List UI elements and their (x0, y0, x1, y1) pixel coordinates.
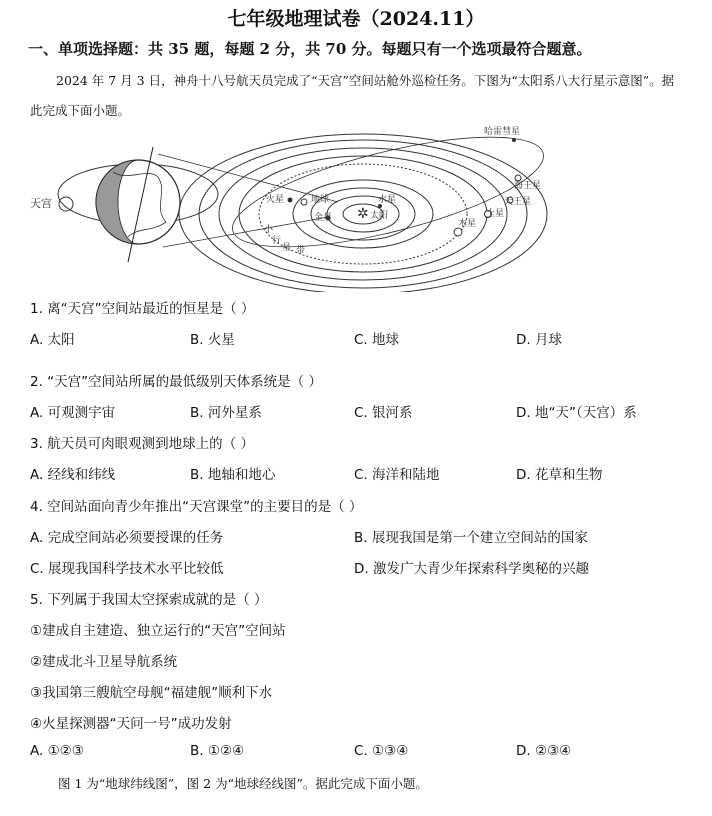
mercury-label: 水星 (378, 195, 397, 205)
q2-option-b[interactable]: B. 河外星系 (190, 405, 262, 421)
mars-label: 火星 (266, 195, 285, 205)
asteroid-label-4: 带 (296, 246, 306, 256)
mars (288, 198, 293, 203)
saturn-label: 土星 (486, 209, 505, 219)
q3-option-c[interactable]: C. 海洋和陆地 (354, 467, 440, 483)
asteroid-label-2: 行 (272, 236, 282, 246)
q1-option-a[interactable]: A. 太阳 (30, 332, 75, 348)
section-heading: 一、单项选择题：共 35 题，每题 2 分，共 70 分。每题只有一个选项最符合题意。 (28, 40, 592, 58)
question-2-stem: 2. “天宫”空间站所属的最低级别天体系统是（ ） (30, 374, 322, 390)
solar-system-figure (28, 122, 558, 292)
jupiter-label: 木星 (458, 219, 477, 229)
jupiter (454, 228, 462, 236)
next-figure-note: 图 1 为“地球纬线图”，图 2 为“地球经线图”。据此完成下面小题。 (58, 776, 428, 791)
q1-option-b[interactable]: B. 火星 (190, 332, 235, 348)
question-3-stem: 3. 航天员可肉眼观测到地球上的（ ） (30, 436, 254, 452)
q5-item-4: ④火星探测器“天问一号”成功发射 (30, 716, 232, 732)
uranus-label: 天王星 (504, 197, 532, 207)
venus-label: 金星 (314, 213, 333, 223)
earth-globe (96, 147, 180, 262)
q5-option-d[interactable]: D. ②③④ (516, 743, 572, 759)
exam-title: 七年级地理试卷（2024.11） (227, 8, 485, 30)
question-5-stem: 5. 下列属于我国太空探索成就的是（ ） (30, 592, 268, 608)
q5-item-2: ②建成北斗卫星导航系统 (30, 654, 178, 670)
q3-option-b[interactable]: B. 地轴和地心 (190, 467, 276, 483)
q5-item-1: ①建成自主建造、独立运行的“天宫”空间站 (30, 623, 286, 639)
q2-option-c[interactable]: C. 银河系 (354, 405, 413, 421)
q5-option-c[interactable]: C. ①③④ (354, 743, 409, 759)
q5-item-3: ③我国第三艘航空母舰“福建舰”顺利下水 (30, 685, 273, 701)
q4-option-d[interactable]: D. 激发广大青少年探索科学奥秘的兴趣 (354, 561, 589, 577)
q5-option-b[interactable]: B. ①②④ (190, 743, 245, 759)
q5-option-a[interactable]: A. ①②③ (30, 743, 84, 759)
tiangong-station (59, 197, 73, 211)
question-1-stem: 1. 离“天宫”空间站最近的恒星是（ ） (30, 301, 255, 317)
q2-option-a[interactable]: A. 可观测宇宙 (30, 405, 116, 421)
intro-paragraph: 2024 年 7 月 3 日，神舟十八号航天员完成了“天宫”空间站舱外巡检任务。下图为“太阳系八大行星示意图”。据此完成下面小题。 (30, 73, 675, 118)
q4-option-c[interactable]: C. 展现我国科学技术水平比较低 (30, 561, 224, 577)
halley-label: 哈雷彗星 (484, 127, 521, 137)
sun-label: 太阳 (370, 211, 389, 221)
question-4-stem: 4. 空间站面向青少年推出“天宫课堂”的主要目的是（ ） (30, 499, 363, 515)
halley-comet (512, 138, 516, 142)
q2-option-d[interactable]: D. 地“天”（天宫）系 (516, 405, 637, 421)
earth-label: 地球 (311, 195, 330, 205)
q1-option-d[interactable]: D. 月球 (516, 332, 562, 348)
q3-option-a[interactable]: A. 经线和纬线 (30, 467, 116, 483)
q4-option-b[interactable]: B. 展现我国是第一个建立空间站的国家 (354, 530, 588, 546)
asteroid-label-3: 星 (282, 243, 292, 253)
neptune-label: 海王星 (514, 181, 542, 191)
q3-option-d[interactable]: D. 花草和生物 (516, 467, 603, 483)
asteroid-label-1: 小 (264, 225, 274, 235)
q1-option-c[interactable]: C. 地球 (354, 332, 400, 348)
tiangong-label: 天宫 (30, 197, 52, 210)
q4-option-a[interactable]: A. 完成空间站必须要授课的任务 (30, 530, 224, 546)
sun-symbol: ✲ (357, 206, 369, 222)
earth-small (301, 199, 307, 205)
